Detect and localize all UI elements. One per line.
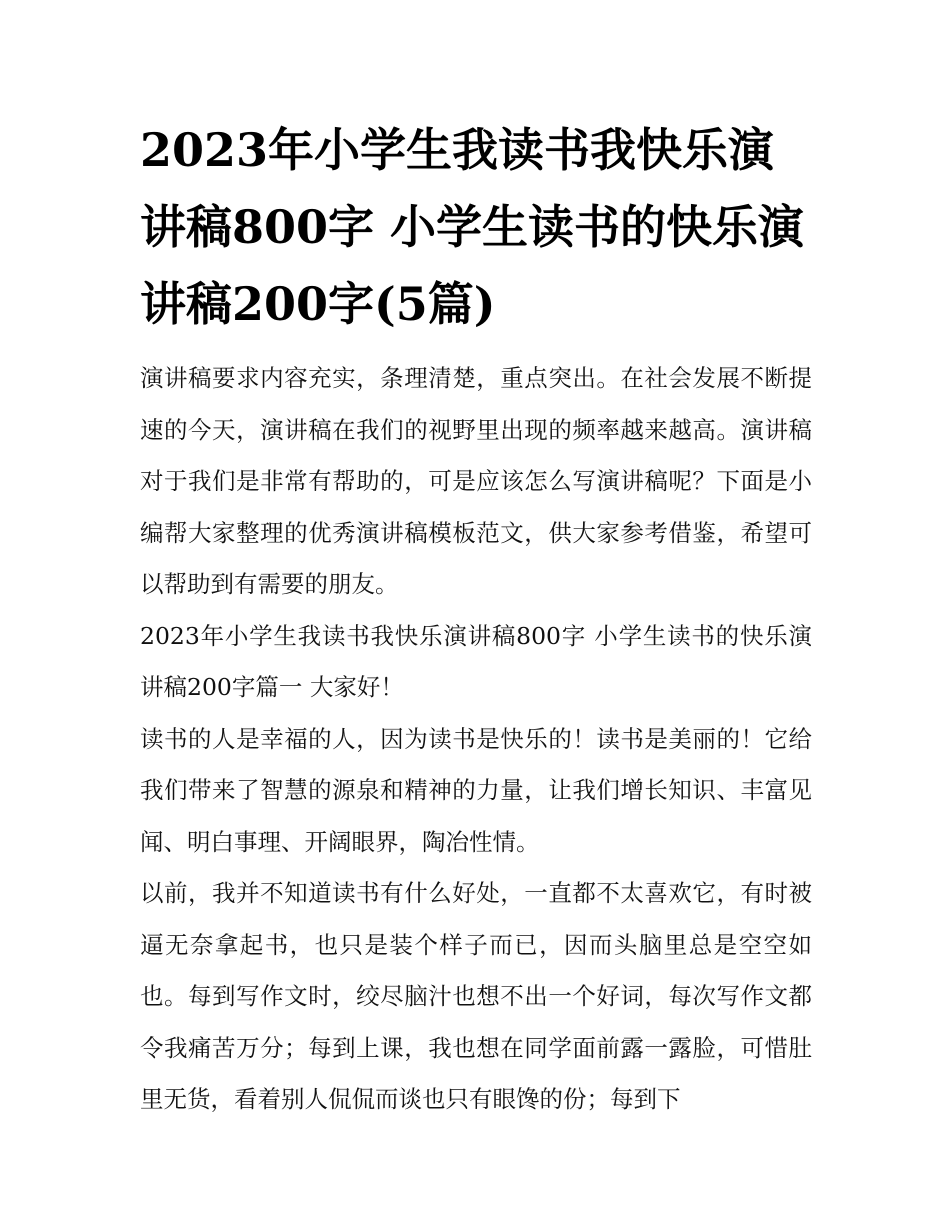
body-paragraph: 读书的人是幸福的人，因为读书是快乐的！读书是美丽的！它给我们带来了智慧的源泉和精神的力量，让我们增长知识、丰富见闻、明白事理、开阔眼界，陶冶性情。 bbox=[140, 724, 812, 856]
document-title: 2023年小学生我读书我快乐演讲稿800字 小学生读书的快乐演讲稿200字(5篇) bbox=[140, 123, 805, 331]
document-body bbox=[140, 112, 812, 1126]
section-heading-paragraph: 2023年小学生我读书我快乐演讲稿800字 小学生读书的快乐演讲稿200字篇一 大家好！ bbox=[140, 621, 812, 701]
body-paragraph: 以前，我并不知道读书有什么好处，一直都不太喜欢它，有时被逼无奈拿起书，也只是装个样子而已，因而头脑里总是空空如也。每到写作文时，绞尽脑汁也想不出一个好词，每次写作文都令我痛苦万分；每到上课，我也想在同学面前露一露脸，可惜肚里无货，看着别人侃侃而谈也只有眼馋的份；每到下 bbox=[140, 879, 812, 1113]
intro-paragraph: 演讲稿要求内容充实，条理清楚，重点突出。在社会发展不断提速的今天，演讲稿在我们的视野里出现的频率越来越高。演讲稿对于我们是非常有帮助的，可是应该怎么写演讲稿呢？下面是小编帮大家整理的优秀演讲稿模板范文，供大家参考借鉴，希望可以帮助到有需要的朋友。 bbox=[140, 364, 812, 598]
